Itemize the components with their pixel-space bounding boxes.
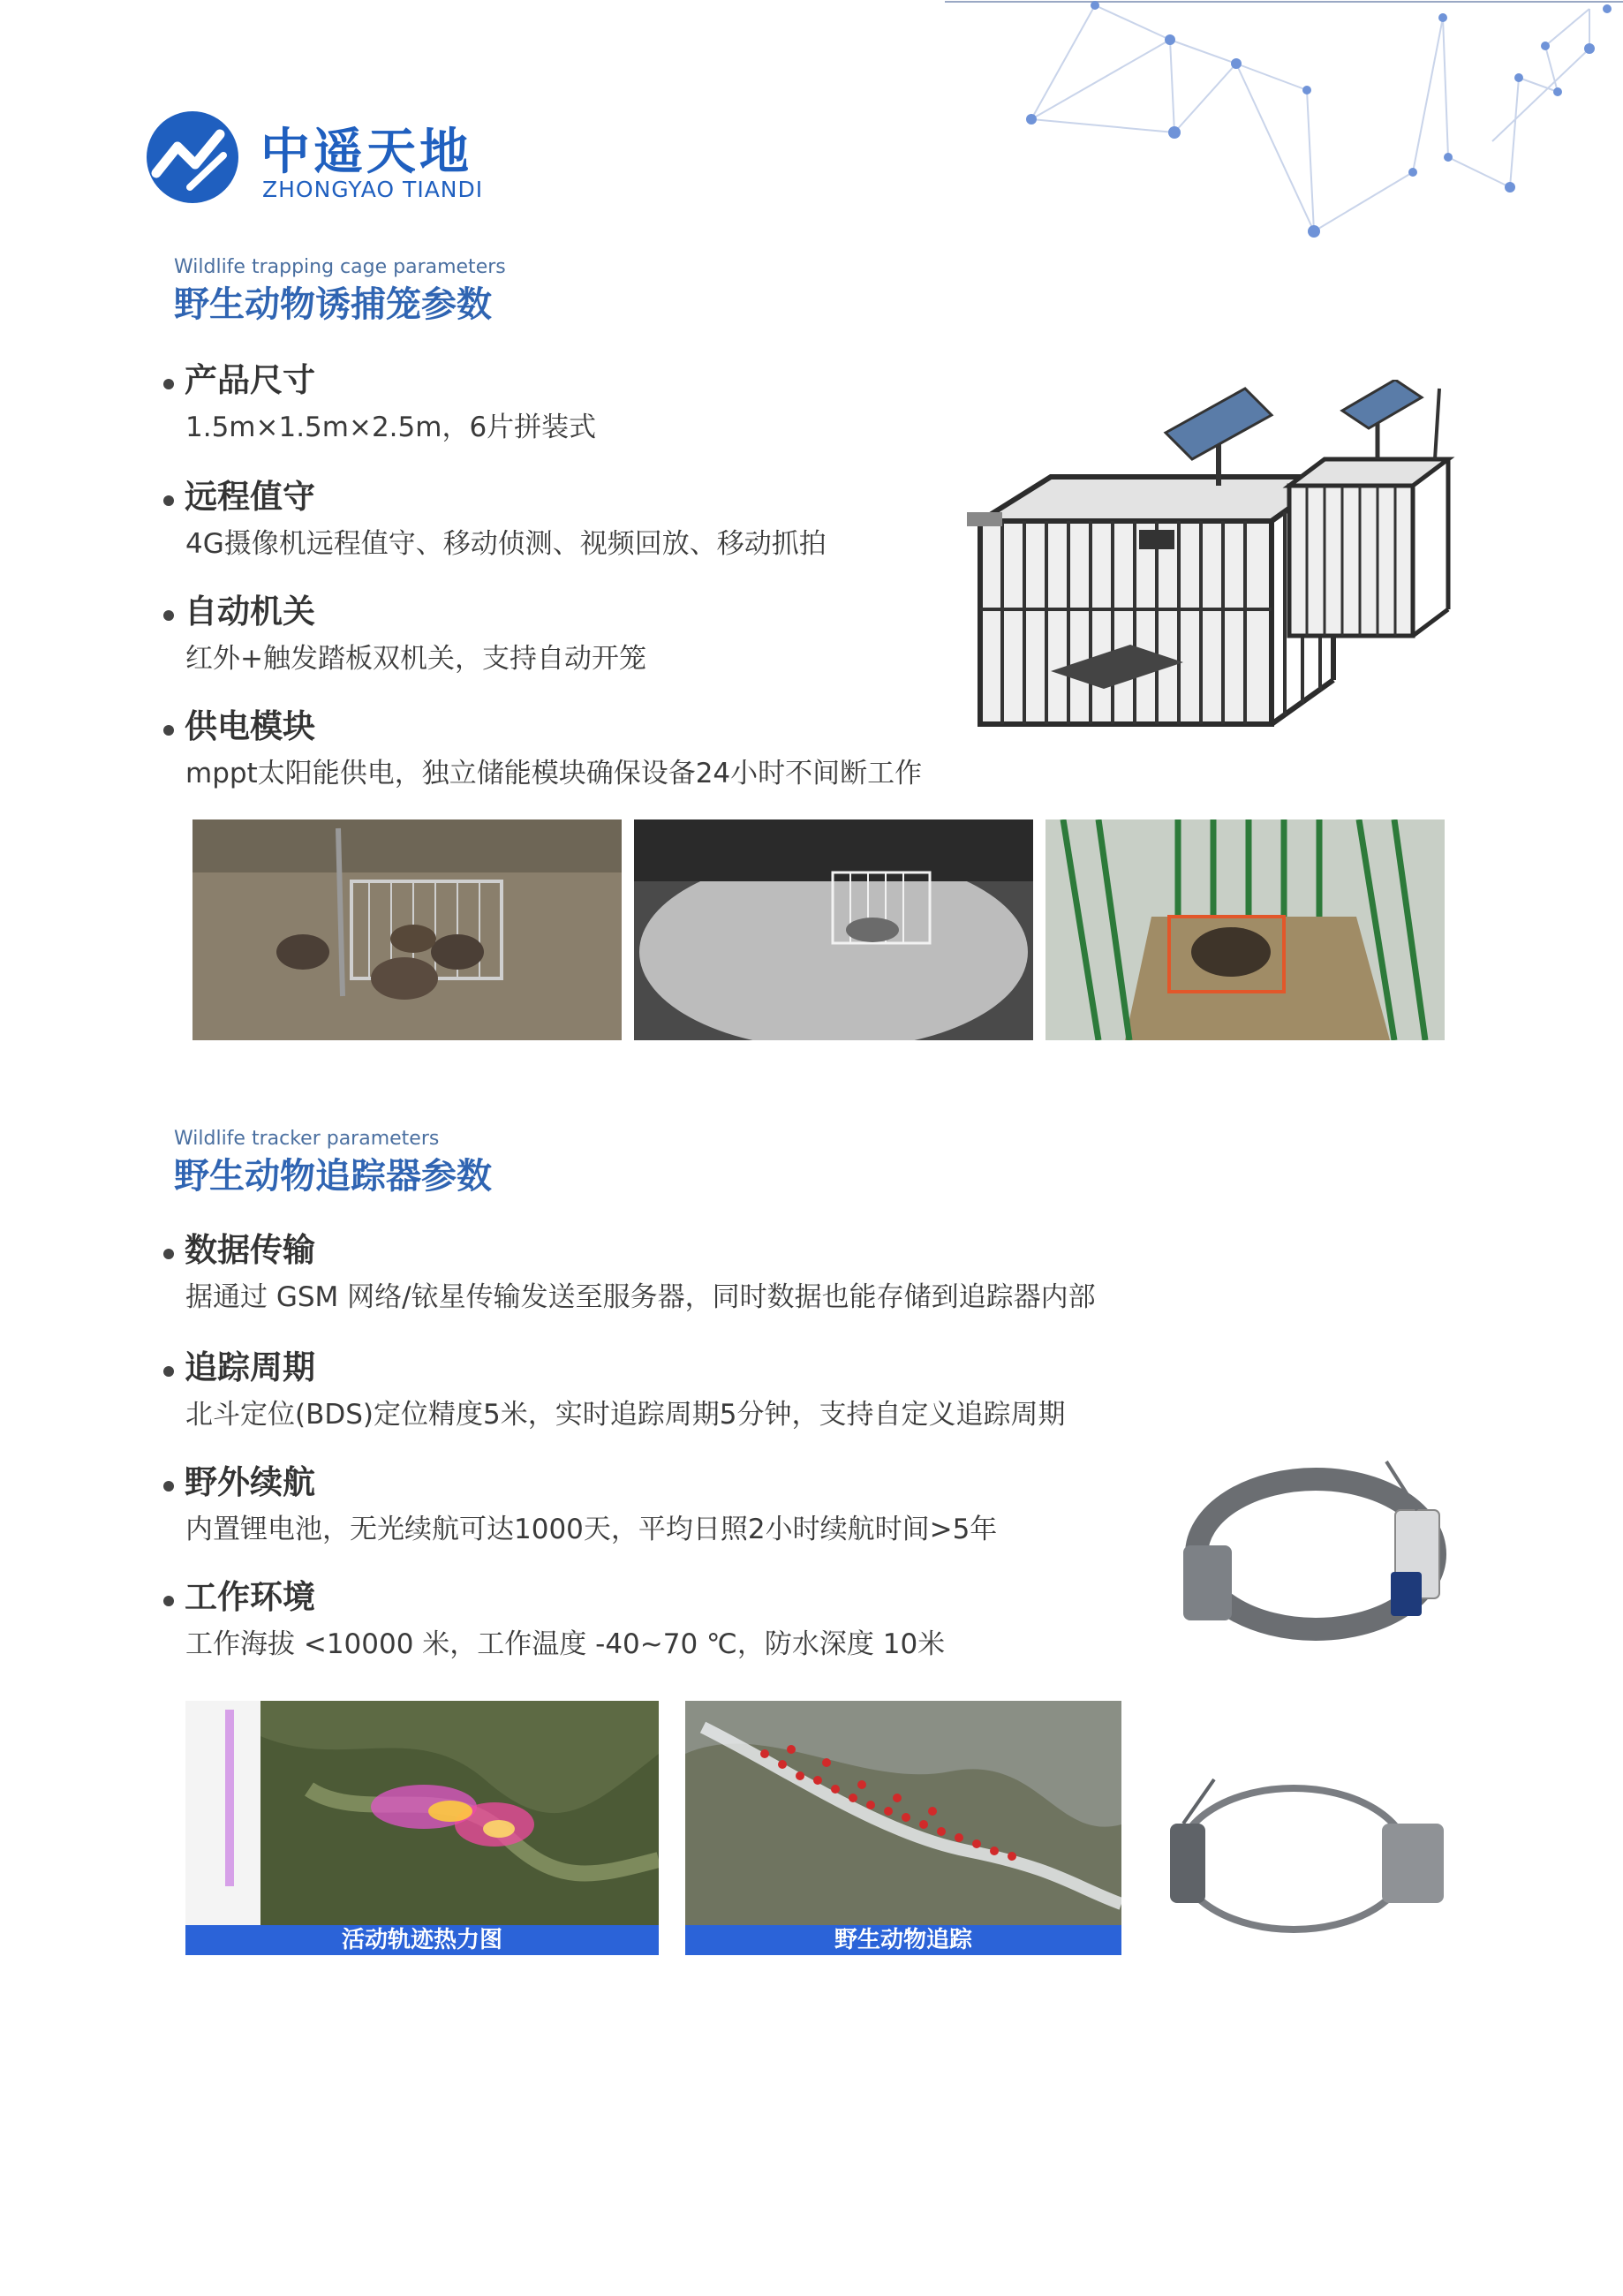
item-desc: mppt太阳能供电，独立储能模块确保设备24小时不间断工作 [185, 758, 923, 789]
section2-title-cn: 野生动物追踪器参数 [174, 1156, 492, 1197]
item-desc: 1.5m×1.5m×2.5m，6片拼装式 [185, 412, 597, 443]
section1-title-en: Wildlife trapping cage parameters [174, 256, 506, 278]
item-desc: 4G摄像机远程值守、移动侦测、视频回放、移动抓拍 [185, 528, 827, 560]
tracking-caption: 野生动物追踪 [685, 1925, 1121, 1955]
item-desc: 红外+触发踏板双机关，支持自动开笼 [185, 643, 646, 675]
item-title: 工作环境 [185, 1578, 315, 1616]
cage-daylight-boars-photo [192, 819, 622, 1040]
bullet-icon [163, 1249, 174, 1259]
bullet-icon [163, 1596, 174, 1606]
item-title: 远程值守 [185, 478, 315, 516]
tracker-collar-side-illustration [1166, 1762, 1457, 1956]
item-title: 产品尺寸 [185, 361, 315, 399]
item-title: 自动机关 [185, 593, 315, 631]
item-desc: 北斗定位(BDS)定位精度5米，实时追踪周期5分钟，支持自定义追踪周期 [185, 1399, 1066, 1431]
section1-item-size [163, 353, 315, 401]
item-title: 数据传输 [185, 1231, 315, 1269]
item-title: 供电模块 [185, 707, 315, 745]
section2-item-endurance [163, 1455, 315, 1503]
section1-item-mechanism [163, 585, 315, 632]
bullet-icon [163, 610, 174, 621]
trapping-cage-illustration [954, 380, 1466, 751]
section1-title-cn: 野生动物诱捕笼参数 [174, 284, 492, 325]
tracker-collar-top-illustration [1166, 1457, 1457, 1660]
item-desc: 据通过 GSM 网络/铱星传输发送至服务器，同时数据也能存储到追踪器内部 [185, 1281, 1096, 1313]
item-title: 追踪周期 [185, 1348, 315, 1386]
tracking-map-panel [685, 1701, 1121, 1925]
section2-item-data [163, 1223, 315, 1271]
item-desc: 工作海拔 <10000 米，工作温度 -40~70 ℃，防水深度 10米 [185, 1628, 946, 1660]
brand-name-cn: 中遥天地 [260, 124, 472, 181]
cage-interior-animal-photo [1046, 819, 1445, 1040]
item-title: 野外续航 [185, 1463, 315, 1501]
bullet-icon [163, 1481, 174, 1492]
heatmap-caption: 活动轨迹热力图 [185, 1925, 659, 1955]
brand-name-en: ZHONGYAO TIANDI [262, 177, 484, 202]
bullet-icon [163, 495, 174, 506]
section1-item-power [163, 699, 315, 747]
cage-night-infrared-photo [634, 819, 1033, 1040]
network-decoration [945, 0, 1623, 247]
section1-item-remote [163, 470, 315, 517]
bullet-icon [163, 725, 174, 736]
bullet-icon [163, 1366, 174, 1377]
bullet-icon [163, 379, 174, 389]
section2-item-environment [163, 1570, 315, 1618]
section2-title-en: Wildlife tracker parameters [174, 1128, 440, 1150]
item-desc: 内置锂电池，无光续航可达1000天，平均日照2小时续航时间>5年 [185, 1514, 998, 1545]
zhongyao-logo-icon [144, 111, 241, 203]
section2-item-cycle [163, 1341, 315, 1388]
heatmap-map-panel [185, 1701, 659, 1925]
